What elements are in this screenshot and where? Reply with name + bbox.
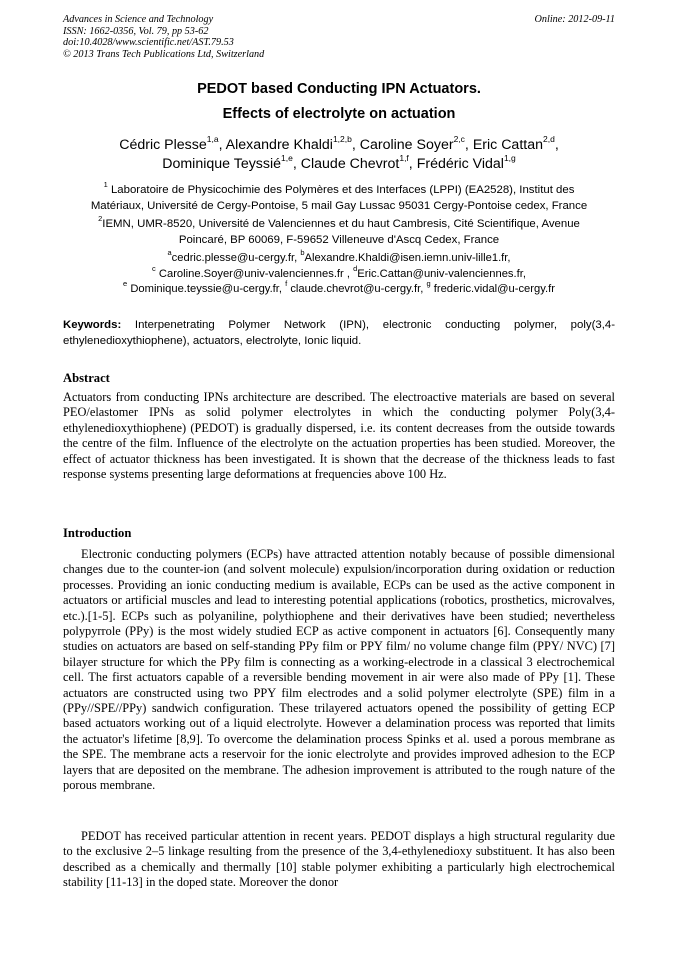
author: Claude Chevrot$^{1,f}$, xyxy=(300,153,417,172)
author: Dominique Teyssié$^{1,e}$, xyxy=(162,153,301,172)
email-link[interactable]: $^b$Alexandre.Khaldi@isen.iemn.univ-lille1.fr xyxy=(300,248,508,264)
keywords-label: Keywords: xyxy=(63,319,122,331)
online-date: Online: 2012-09-11 xyxy=(534,14,615,25)
introduction-paragraph-2: PEDOT has received particular attention in recent years. PEDOT displays a high structural regularity due to the exclusive 2–5 linkage resulting from the presence of the 3,4-ethylenedioxy substituent. It has also been described as a chemically and thermally [10] stable polymer exhibiting a particularly high electrochemical stability [11-13] in the doped state. Moreover the donor xyxy=(63,829,615,890)
issn: ISSN: 1662-0356, Vol. 79, pp 53-62 xyxy=(63,25,209,37)
title-line-2: Effects of electrolyte on actuation xyxy=(222,106,456,122)
email-link[interactable]: $^a$cedric.plesse@u-cergy.fr xyxy=(167,248,295,264)
email-link[interactable]: $^c$ Caroline.Soyer@univ-valenciennes.fr xyxy=(152,263,344,280)
author: Alexandre Khaldi$^{1,2,b}$, xyxy=(225,134,360,153)
abstract-text: Actuators from conducting IPNs architecture are described. The electroactive materials are based on several PEO/elastomer IPNs as solid polymer electrolytes in which the conducting polymer Poly(3,4-ethylenedioxythiophene) (PEDOT) is gradually dispersed, i.e. its content decreases from the outside towards the centre of the film. Influence of the electrolyte on the actuation properties has been studied. Moreover, the effect of actuator thickness has been investigated. It is shown that the decrease of the thickness leads to fast response systems presenting large deformations at frequencies above 100 Hz. xyxy=(63,390,615,482)
introduction-paragraph-1: Electronic conducting polymers (ECPs) have attracted attention notably because of possible dimensional changes due to the counter-ion (and solvent molecule) expulsion/incorporation during oxidation or reduction processes. Providing an ionic conducting medium is available, ECPs can be used as the active component in actuators or artificial muscles and lead to interesting potential applications (robotics, prosthetics, microvalves, etc.).[1-5]. ECPs such as polyaniline, polythiophene and their derivatives have been studied; nevertheless polypyrrole (PPy) is the most widely studied ECP as active component in actuators [6]. Consequently many studies on actuators are based on self-standing PPy film or PPY film/ no volume change film (PPY/ NVC) [7] bilayer structure for which the PPy film is connecting as a working-electrode in a classical 3 electrochemical cell. The first actuators capable of a reversible bending movement in air were also made of PPy [1]. These actuators are constructed using two PPY film electrodes and a solid polymer electrolyte (SPE) film in a (PPy//SPE//PPy) sandwich configuration. These trilayered actuators opened the possibility of getting ECP based actuators working out of a liquid electrolyte. However a delamination process was reported that limits the actuator's lifetime [8,9]. To overcome the delamination process Spinks et al. used a porous membrane as the SPE. The membrane acts a reservoir for the ionic electrolyte and provides improved adhesion to the ECP layers that are deposited on the membrane. The adhesion improvement is attributed to the rough nature of the porous membrane. xyxy=(63,547,615,793)
keywords-text: Interpenetrating Polymer Network (IPN), electronic conducting polymer, poly(3,4-ethylenedioxythiophene), actuators, electrolyte, Ionic liquid. xyxy=(63,319,615,347)
author-list xyxy=(63,136,615,174)
title-line-1: PEDOT based Conducting IPN Actuators. xyxy=(197,81,481,97)
email-link[interactable]: $^d$Eric.Cattan@univ-valenciennes.fr xyxy=(353,263,523,280)
keywords xyxy=(63,318,615,349)
copyright: © 2013 Trans Tech Publications Ltd, Switzerland xyxy=(63,48,265,60)
journal-name: Advances in Science and Technology xyxy=(63,14,214,25)
email-link[interactable]: $^g$ frederic.vidal@u-cergy.fr xyxy=(426,279,555,295)
abstract-heading: Abstract xyxy=(63,371,110,385)
affiliation-2: $^2$IEMN, UMR-8520, Université de Valenciennes et du haut Cambresis, Cité Scientifique, Avenue Poincaré, BP 60069, F-59652 Villeneuve d'Ascq Cedex, France xyxy=(98,214,580,246)
author: Frédéric Vidal$^{1,g}$ xyxy=(416,153,516,172)
introduction-heading: Introduction xyxy=(63,526,132,540)
email-link[interactable]: $^e$ Dominique.teyssie@u-cergy.fr xyxy=(123,279,279,295)
paper-title xyxy=(63,80,615,124)
author: Eric Cattan$^{2,d}$, xyxy=(472,134,559,153)
email-list: $^a$cedric.plesse@u-cergy.fr, $^b$Alexandre.Khaldi@isen.iemn.univ-lille1.fr, $^c$ Caroline.Soyer@univ-valenciennes.fr , $^d$Eric.Cattan@univ-valenciennes.fr, $^e$ Dominique.teyssie@u-cergy.fr, $^f$ claude.chevrot@u-cergy.fr, $^g$ frederic.vidal@u-cergy.fr xyxy=(123,248,555,295)
email-link[interactable]: $^f$ claude.chevrot@u-cergy.fr xyxy=(285,279,421,295)
doi: doi:10.4028/www.scientific.net/AST.79.53 xyxy=(63,37,234,48)
affiliation-1: $^1$ Laboratoire de Physicochimie des Polymères et des Interfaces (LPPI) (EA2528), Institut des Matériaux, Université de Cergy-Pontoise, 5 mail Gay Lussac 95031 Cergy-Pontoise cedex, France xyxy=(90,180,588,212)
author: Cédric Plesse$^{1,a}$, xyxy=(119,134,226,153)
author: Caroline Soyer$^{2,c}$, xyxy=(359,134,473,153)
journal-header xyxy=(63,14,615,60)
